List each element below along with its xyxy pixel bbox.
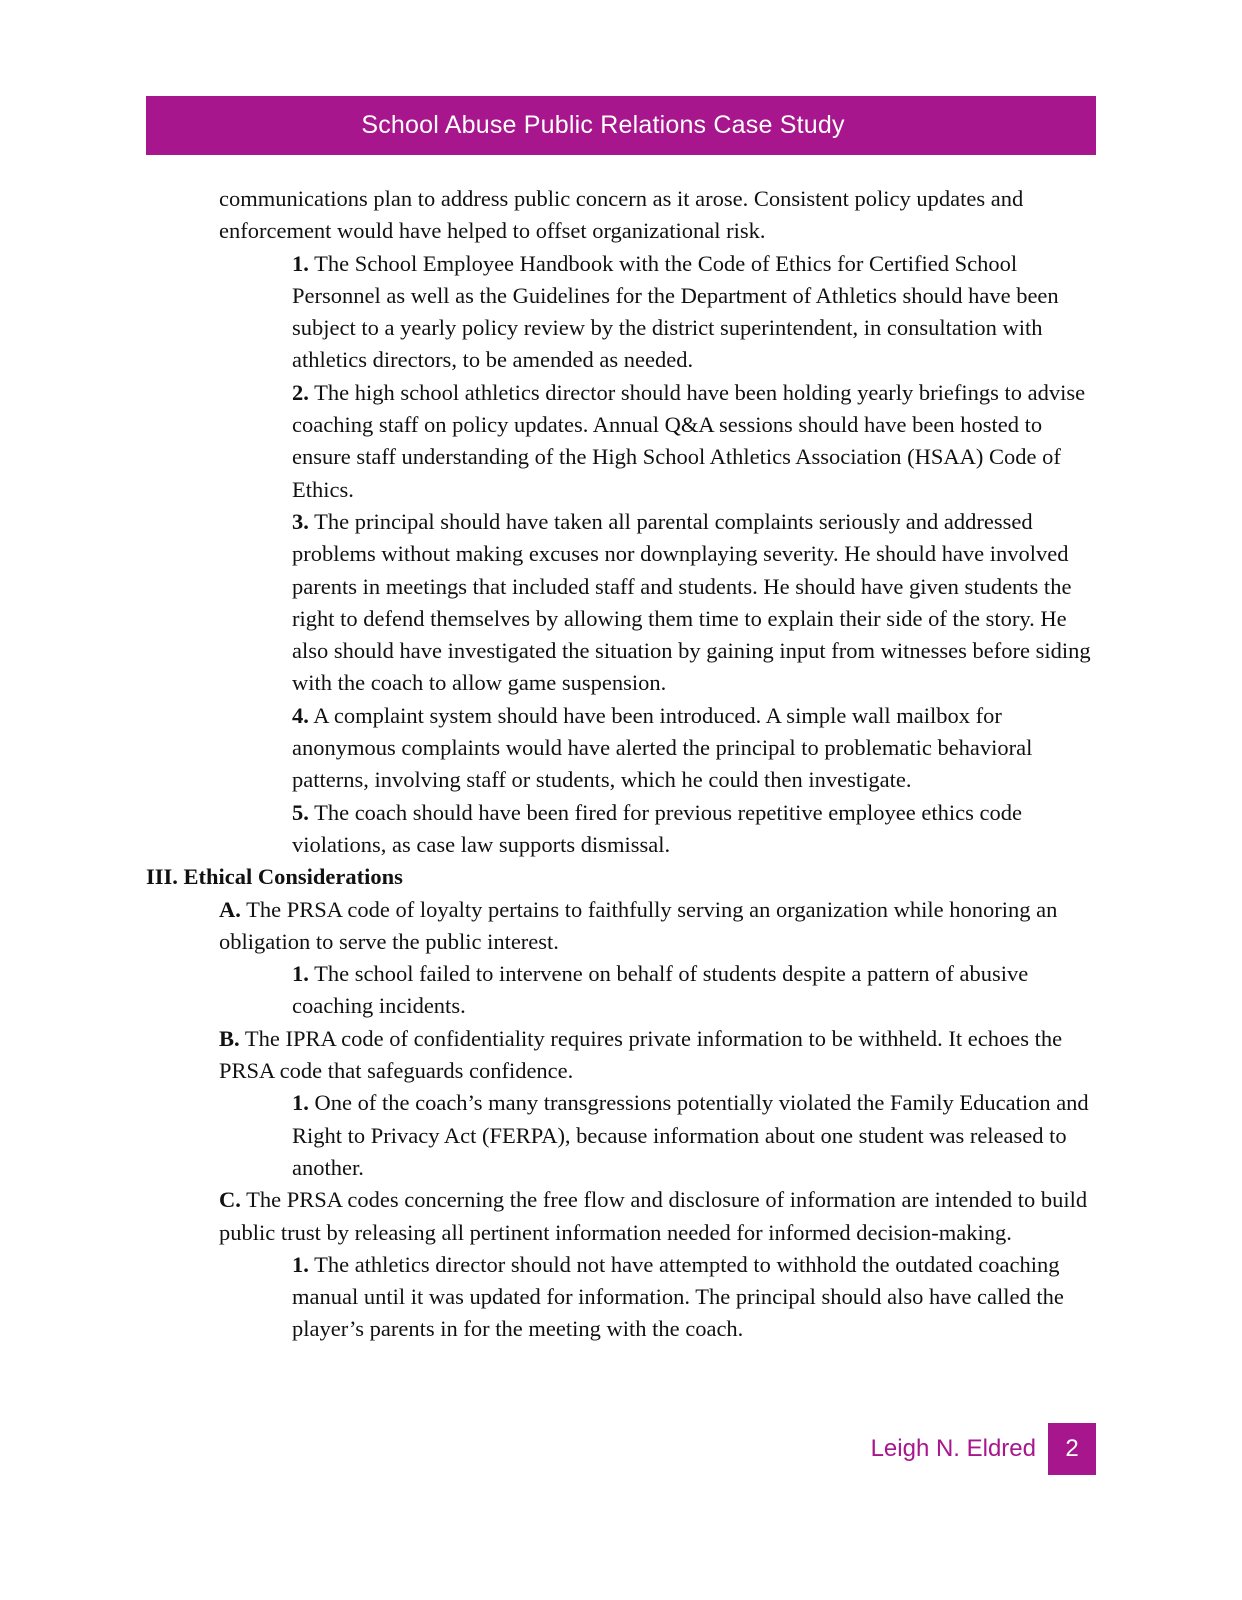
intro-paragraph: communications plan to address public concern as it arose. Consistent policy updates and enforcement would have helped to offset organizational risk. <box>219 186 1024 244</box>
item-text: The principal should have taken all parental complaints seriously and addressed problems without making excuses nor downplaying severity. He should have involved parents in meetings that included staff and students. He should have given students the right to defend themselves by allowing them time to explain their side of the story. He also should have investigated the situation by gaining input from witnesses before siding with the coach to allow game suspension. <box>292 508 1091 696</box>
document-title: School Abuse Public Relations Case Study <box>361 111 845 139</box>
subsection-paragraph <box>146 1023 1096 1088</box>
document-body <box>146 183 1096 1346</box>
item-number: 1. <box>292 1251 309 1277</box>
item-text: One of the coach’s many transgressions potentially violated the Family Education and Right to Privacy Act (FERPA), because information about one student was released to another. <box>292 1090 1089 1180</box>
item-text: The school failed to intervene on behalf of students despite a pattern of abusive coaching incidents. <box>292 961 1029 1019</box>
subsection-item <box>146 1087 1096 1184</box>
item-number: 1. <box>292 1090 309 1116</box>
recommendation-item <box>146 377 1096 506</box>
subsection-letter: C. <box>219 1187 241 1213</box>
subsection-paragraph <box>146 894 1096 959</box>
item-number: 2. <box>292 379 309 405</box>
subsection-text: The PRSA codes concerning the free flow and disclosure of information are intended to build public trust by releasing all pertinent information needed for informed decision-making. <box>219 1187 1088 1245</box>
author-name: Leigh N. Eldred <box>870 1435 1036 1462</box>
item-text: The athletics director should not have attempted to withhold the outdated coaching manual until it was updated for information. The principal should also have called the player’s parents in for the meeting with the coach. <box>292 1251 1064 1342</box>
recommendation-item <box>146 506 1096 700</box>
subsection-letter: A. <box>219 896 241 922</box>
page-footer <box>871 1423 1096 1475</box>
subsection-item <box>146 1249 1096 1346</box>
subsection-letter: B. <box>219 1025 240 1051</box>
subsection-text: The IPRA code of confidentiality requires private information to be withheld. It echoes the PRSA code that safeguards confidence. <box>219 1025 1063 1084</box>
item-number: 3. <box>292 508 309 534</box>
recommendation-item <box>146 248 1096 377</box>
item-number: 1. <box>292 250 309 276</box>
item-number: 1. <box>292 961 309 987</box>
header-bar <box>146 96 1096 155</box>
subsection-text: The PRSA code of loyalty pertains to faithfully serving an organization while honoring an obligation to serve the public interest. <box>219 896 1058 954</box>
recommendation-item <box>146 700 1096 797</box>
item-text: The high school athletics director should have been holding yearly briefings to advise coaching staff on policy updates. Annual Q&A sessions should have been hosted to ensure staff understanding of the High School Athletics Association (HSAA) Code of Ethics. <box>292 379 1086 502</box>
subsection-item <box>146 958 1096 1023</box>
item-text: A complaint system should have been introduced. A simple wall mailbox for anonymous complaints would have alerted the principal to problematic behavioral patterns, involving staff or students, which he could then investigate. <box>292 702 1033 793</box>
item-number: 5. <box>292 799 309 825</box>
recommendation-item <box>146 797 1096 862</box>
section-heading: III. Ethical Considerations <box>146 864 403 890</box>
item-text: The School Employee Handbook with the Code of Ethics for Certified School Personnel as well as the Guidelines for the Department of Athletics should have been subject to a yearly policy review by the district superintendent, in consultation with athletics directors, to be amended as needed. <box>292 250 1059 373</box>
item-number: 4. <box>292 702 309 728</box>
item-text: The coach should have been fired for previous repetitive employee ethics code violations, as case law supports dismissal. <box>292 799 1022 857</box>
page-number: 2 <box>1048 1423 1096 1475</box>
subsection-paragraph <box>146 1184 1096 1249</box>
